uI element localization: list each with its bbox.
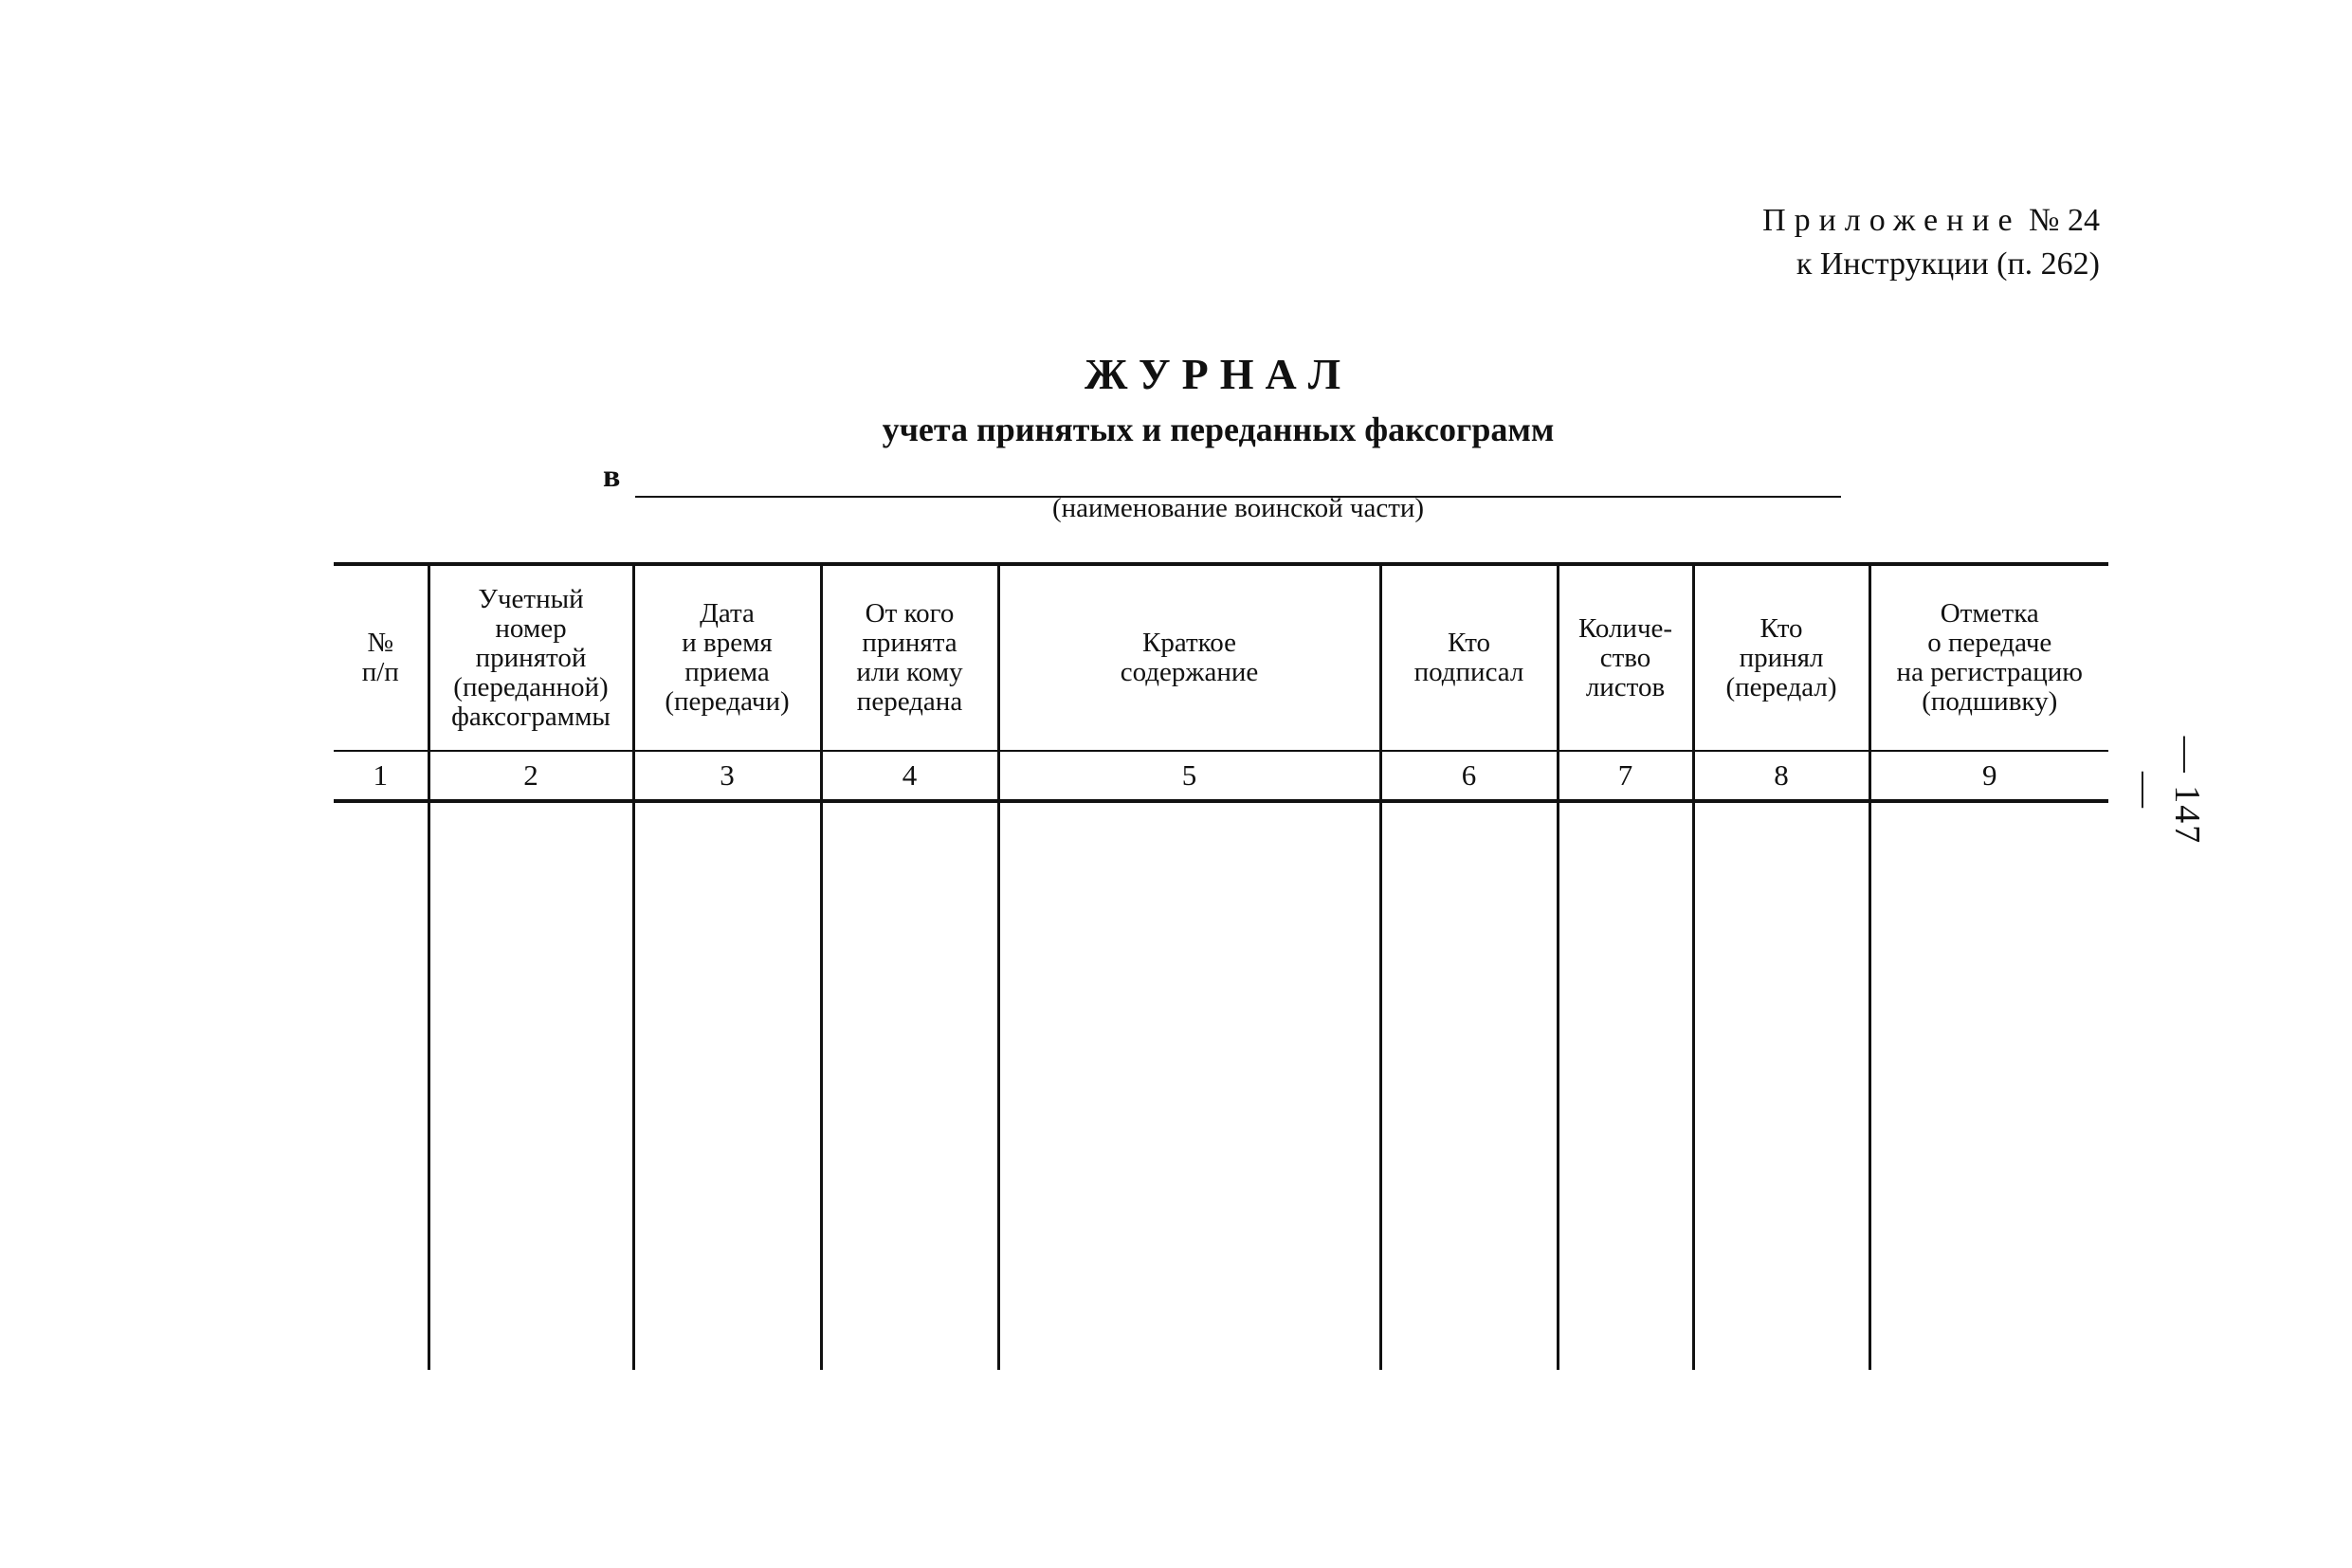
blank-cell [821,801,998,1370]
column-number-cell: 7 [1558,751,1693,801]
appendix-line-2: к Инструкции (п. 262) [1796,246,2100,282]
blank-cell [334,801,428,1370]
header-cell [821,564,998,751]
header-cell [1869,564,2108,751]
title-subtitle: учета принятых и переданных факсограмм [882,410,1555,448]
column-number-cell: 9 [1869,751,2108,801]
header-text: Кто принял (передал) [1725,612,1837,702]
blank-cell [1869,801,2108,1370]
blank-cell [998,801,1380,1370]
header-cell [1558,564,1693,751]
column-number-cell: 6 [1380,751,1558,801]
header-row [334,564,2108,751]
blank-cell [1693,801,1869,1370]
header-cell [1693,564,1869,751]
header-text: Отметка о передаче на регистрацию (подшивку) [1896,598,2083,717]
appendix-line-1 [1762,199,2100,243]
header-text: От кого принята или кому передана [856,598,963,717]
column-number-cell: 1 [334,751,428,801]
header-text: № п/п [361,628,399,687]
unit-name-caption: (наименование воинской части) [1051,493,1425,523]
header-cell [428,564,633,751]
header-text: Кто подписал [1413,628,1524,687]
header-text: Краткое содержание [1120,628,1259,687]
fax-journal-table [334,562,2108,1370]
unit-prefix: в [603,459,621,494]
appendix-number: № 24 [2029,203,2100,238]
blank-cell [633,801,821,1370]
blank-entry-area [334,801,2108,1370]
column-number-cell: 3 [633,751,821,801]
column-number-cell: 8 [1693,751,1869,801]
column-number-cell: 4 [821,751,998,801]
column-number-cell: 5 [998,751,1380,801]
blank-cell [1558,801,1693,1370]
header-text: Дата и время приема (передачи) [665,598,790,717]
page-number: — 147 — [2125,736,2207,846]
title-main: ЖУРНАЛ [1085,350,1352,398]
column-number-cell: 2 [428,751,633,801]
column-number-row [334,751,2108,801]
appendix-reference [1762,199,2100,286]
header-cell [1380,564,1558,751]
blank-cell [1380,801,1558,1370]
blank-cell [428,801,633,1370]
header-cell [334,564,428,751]
appendix-word: Приложение [1762,203,2021,238]
header-cell [998,564,1380,751]
header-text: Количе- ство листов [1577,612,1673,702]
header-cell [633,564,821,751]
document-title [0,346,2352,456]
header-text: Учетный номер принятой (переданной) факсограммы [451,583,611,732]
